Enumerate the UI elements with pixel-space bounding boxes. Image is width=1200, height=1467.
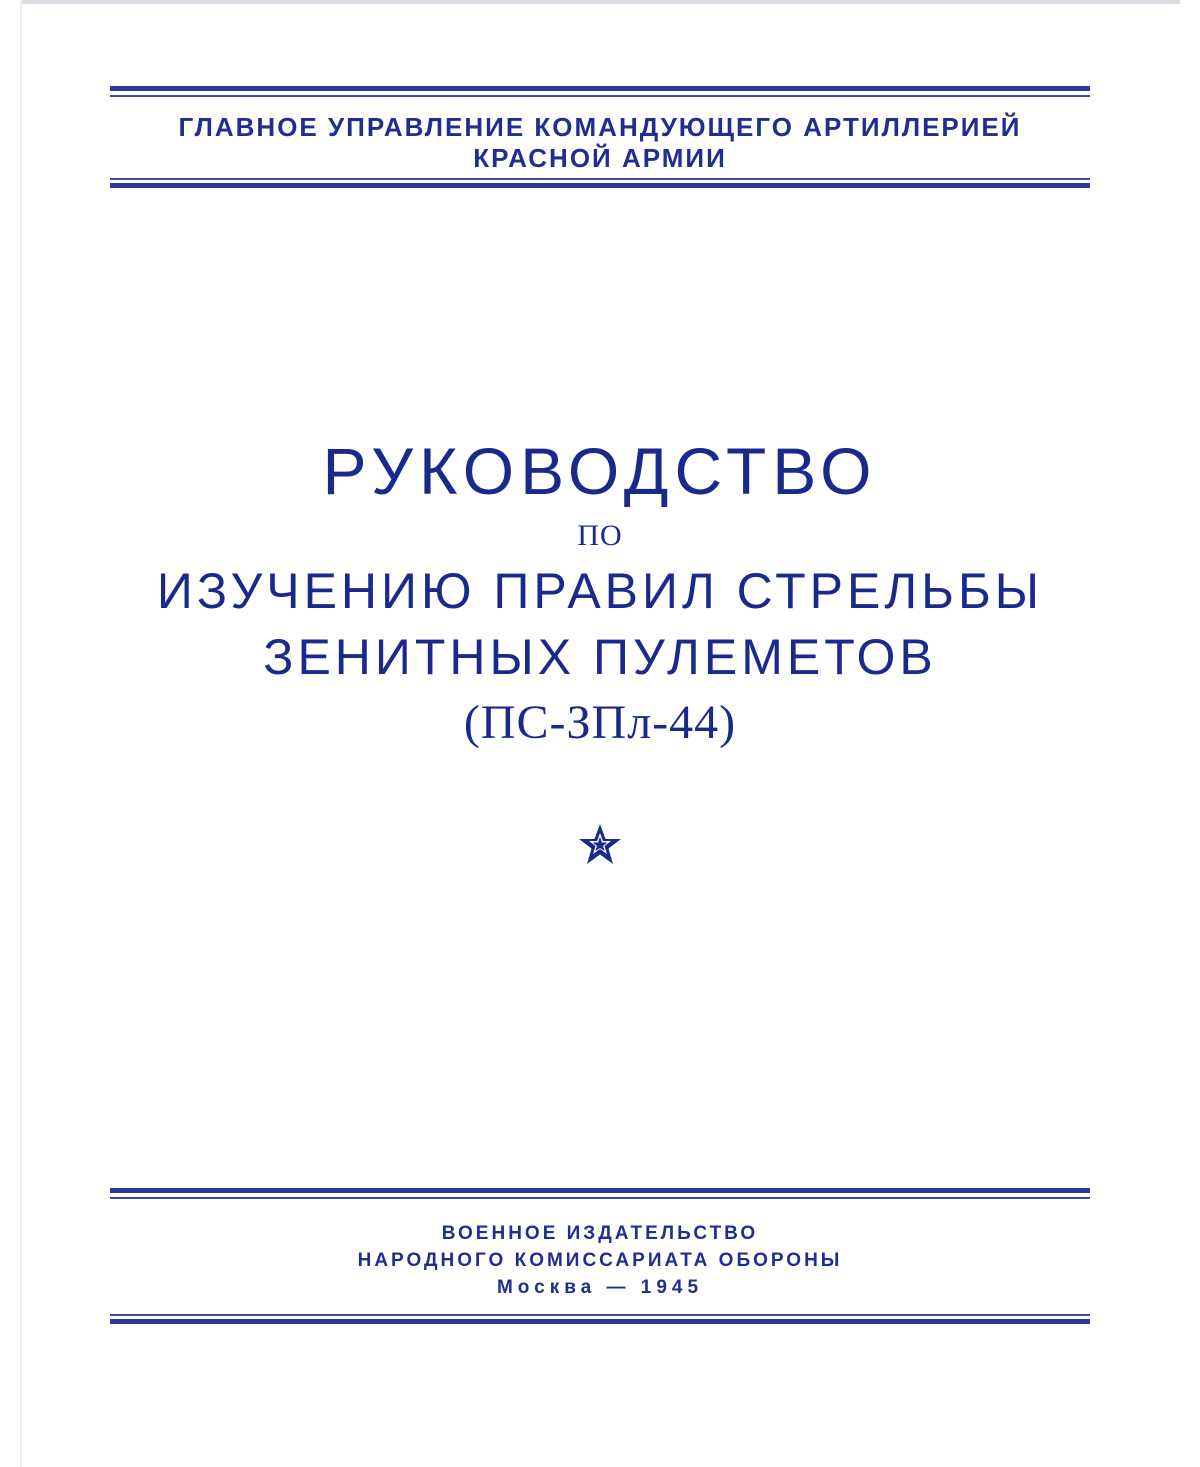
bottom-rule-upper <box>110 1188 1090 1199</box>
bottom-rule-lower <box>110 1314 1090 1328</box>
publisher-line-2: НАРОДНОГО КОМИССАРИАТА ОБОРОНЫ <box>357 1250 843 1271</box>
title-preposition: ПО <box>577 519 623 552</box>
publisher-line-1: ВОЕННОЕ ИЗДАТЕЛЬСТВО <box>441 1223 759 1244</box>
title-main: РУКОВОДСТВО <box>322 434 878 508</box>
title-line-1: ИЗУЧЕНИЮ ПРАВИЛ СТРЕЛЬБЫ <box>156 563 1044 619</box>
scan-edge-top <box>20 0 1180 4</box>
authority-line-1: ГЛАВНОЕ УПРАВЛЕНИЕ КОМАНДУЮЩЕГО АРТИЛЛЕРИЕЙ <box>178 112 1022 142</box>
title-line-2: ЗЕНИТНЫХ ПУЛЕМЕТОВ <box>263 629 937 685</box>
issuing-authority <box>110 112 1090 174</box>
title-code: (ПС-ЗПл-44) <box>463 696 737 749</box>
top-rule-lower <box>110 178 1090 192</box>
publisher-block <box>110 1220 1090 1301</box>
authority-line-2: КРАСНОЙ АРМИИ <box>473 143 727 173</box>
star-icon <box>577 822 623 868</box>
top-rule-upper <box>110 86 1090 97</box>
publication-place-year: Москва — 1945 <box>496 1277 704 1298</box>
document-title <box>0 432 1200 756</box>
